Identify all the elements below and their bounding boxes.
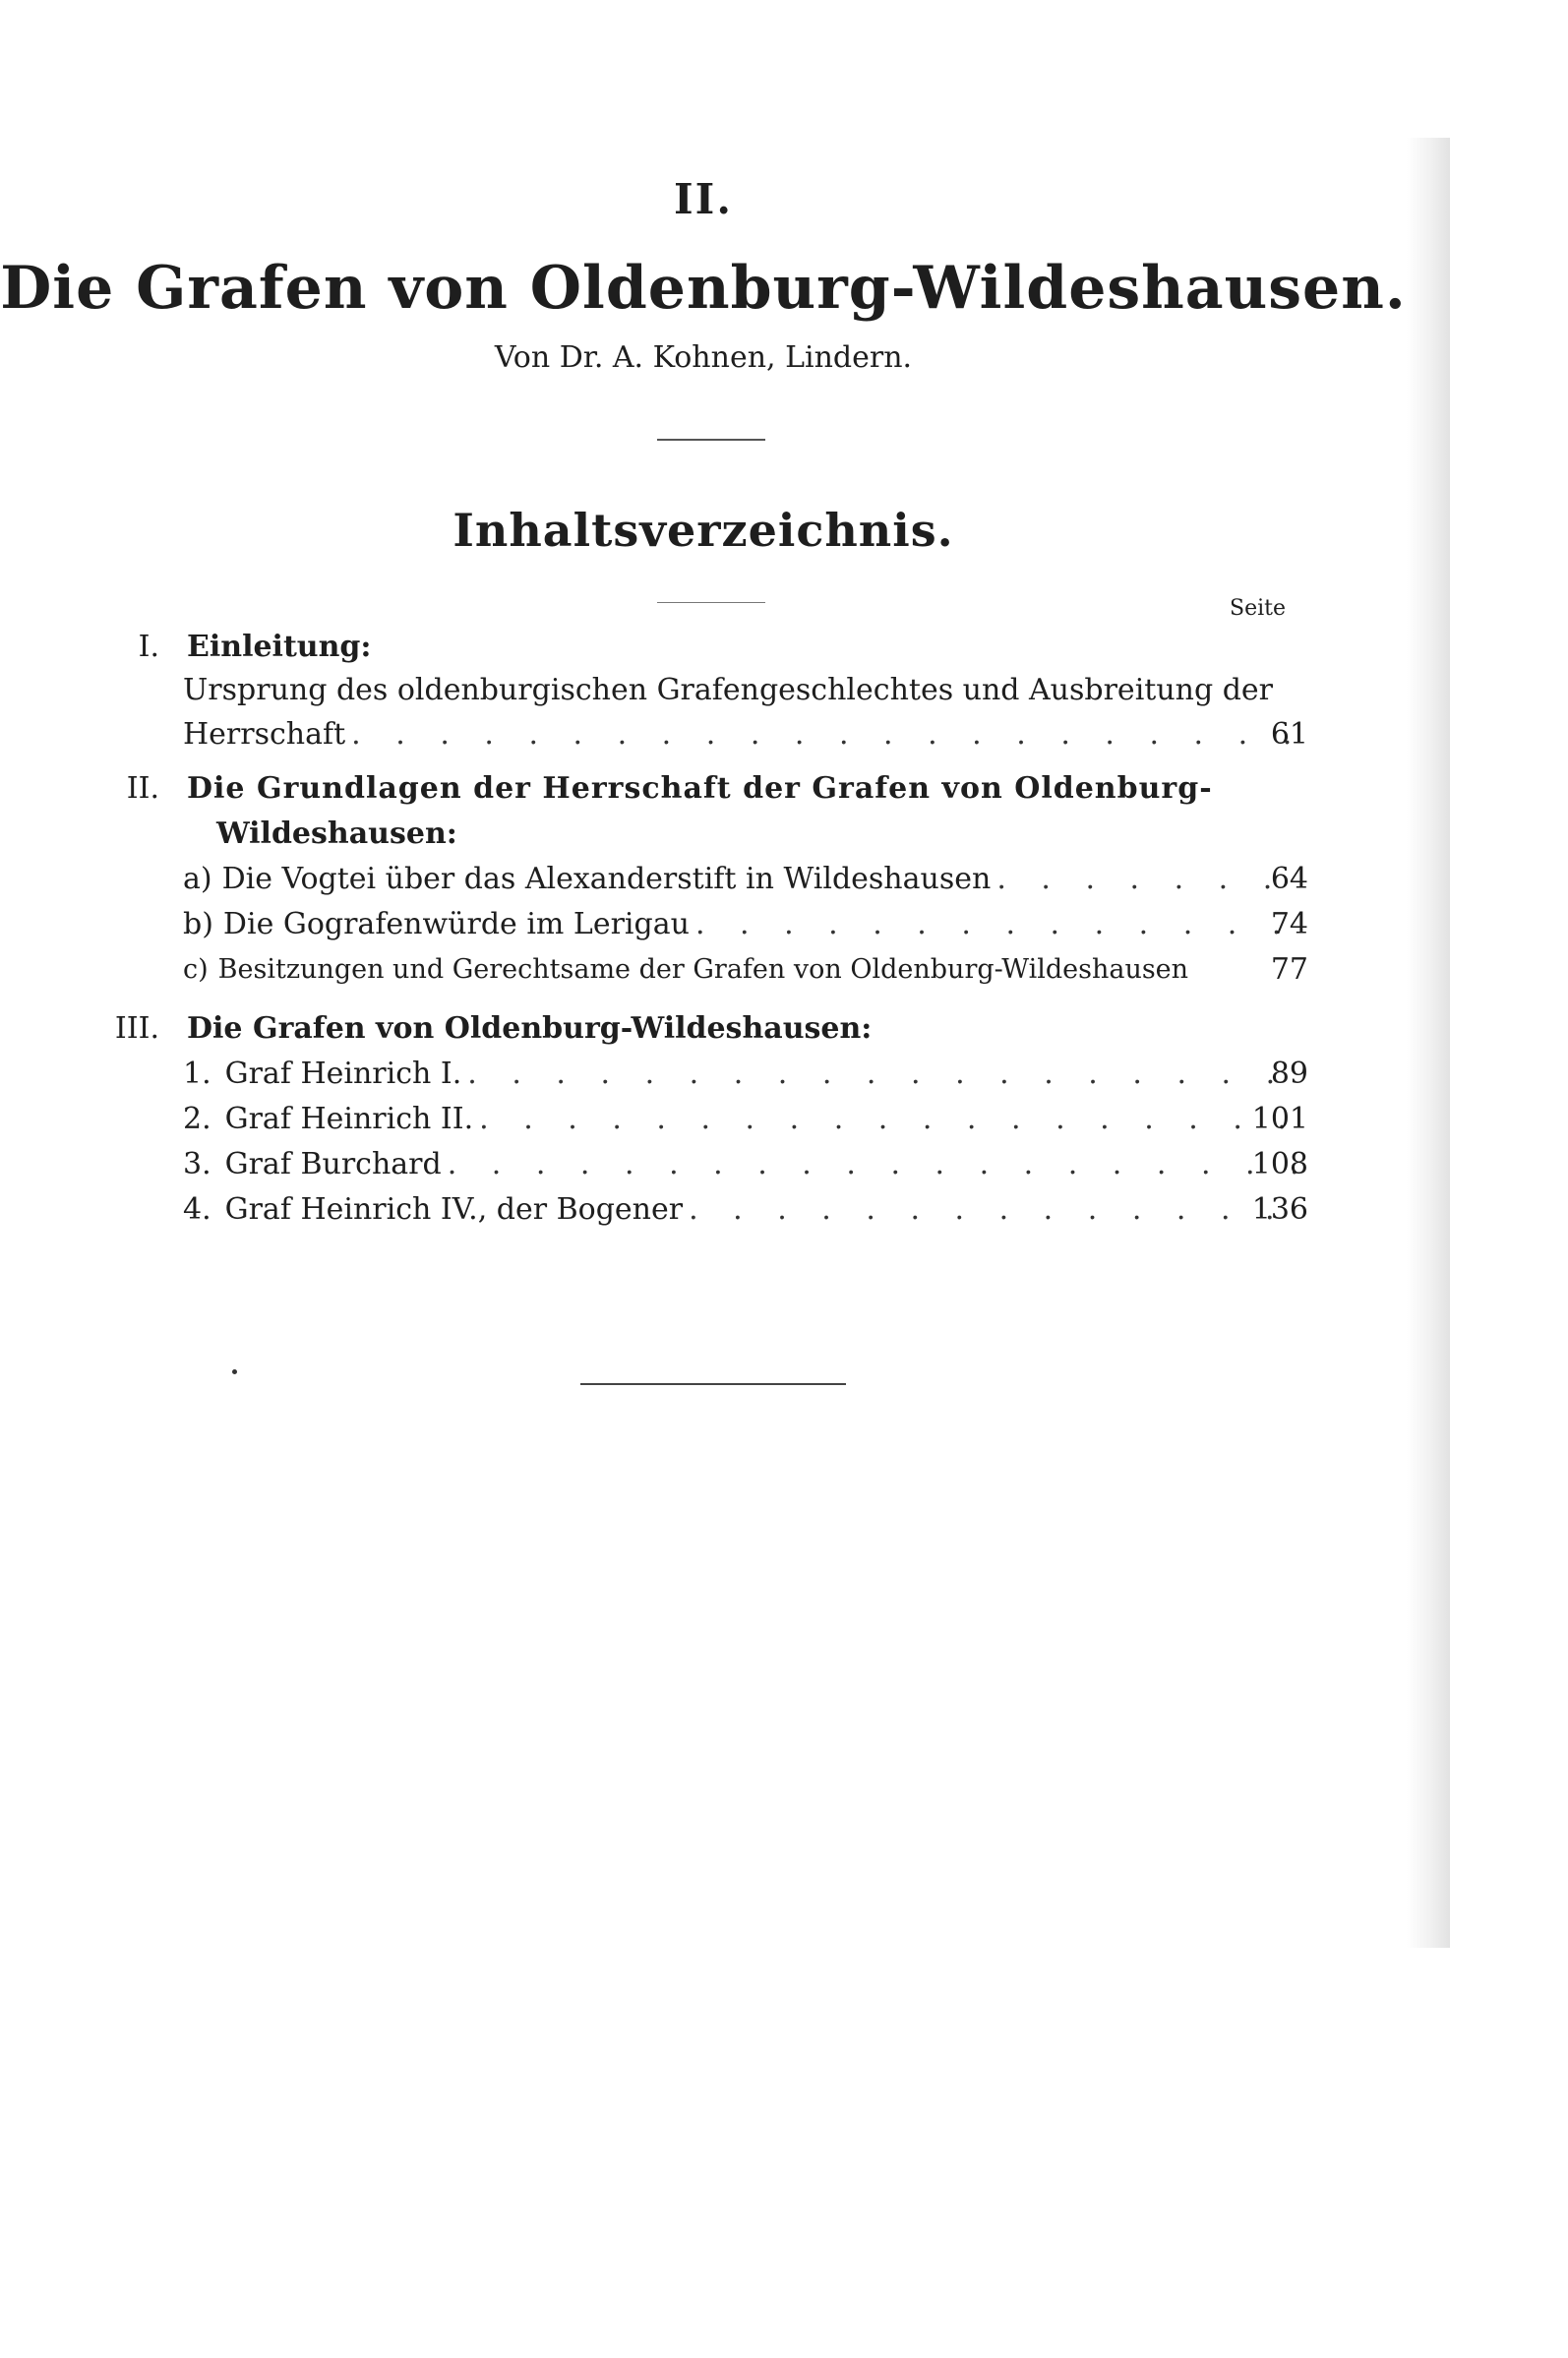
toc-page-number: 89 (1270, 1057, 1308, 1091)
section-numeral: II. (126, 771, 159, 806)
toc-page-number: 136 (1251, 1192, 1308, 1227)
section-heading: Einleitung: (187, 630, 372, 664)
toc-page-number: 77 (1270, 952, 1308, 987)
article-title: Die Grafen von Oldenburg-Wildeshausen. (0, 254, 1407, 323)
section-heading-line2: Wildeshausen: (216, 816, 457, 851)
toc-entry (183, 860, 1314, 899)
section-heading: Die Grundlagen der Herrschaft der Grafen von Oldenburg- (187, 771, 1213, 806)
toc-entry-text-line1: Ursprung des oldenburgischen Grafengeschlechtes und Ausbreitung der (183, 673, 1274, 707)
section-numeral: I. (138, 630, 159, 664)
toc-entry-text: Besitzungen und Gerechtsame der Grafen von Oldenburg-Wildeshausen (217, 954, 1189, 985)
section-heading: Die Grafen von Oldenburg-Wildeshausen: (187, 1011, 873, 1046)
toc-entry-text: Graf Burchard (224, 1147, 442, 1181)
leader-dots (467, 1055, 1308, 1094)
toc-entry (183, 950, 1226, 990)
toc-divider (657, 602, 765, 603)
toc-entry-label: 3. (183, 1147, 211, 1181)
toc-entry-text: Herrschaft (183, 717, 346, 752)
leader-dots (351, 715, 1308, 755)
toc-page-number: 101 (1251, 1102, 1308, 1136)
toc-entry-text: Die Vogtei über das Alexanderstift in Wildeshausen (221, 862, 992, 896)
toc-page-number: 108 (1251, 1147, 1308, 1181)
leader-dots (479, 1100, 1308, 1139)
toc-entry-label: a) (183, 862, 212, 896)
page-column-label: Seite (1230, 596, 1286, 621)
toc-entry-text: Graf Heinrich I. (224, 1057, 462, 1091)
toc-entry (183, 905, 1314, 944)
toc-entry-text: Graf Heinrich II. (224, 1102, 474, 1136)
toc-entry-text: Graf Heinrich IV., der Bogener (224, 1192, 684, 1227)
toc-page-number: 74 (1270, 907, 1308, 941)
end-divider (580, 1383, 846, 1385)
section-numeral: III. (114, 1011, 159, 1046)
toc-entry-label: 1. (183, 1057, 211, 1091)
toc-entry-label: c) (183, 954, 209, 985)
toc-page-number: 64 (1270, 862, 1308, 896)
toc-entry-text: Die Gografenwürde im Lerigau (222, 907, 690, 941)
toc-entry-label: b) (183, 907, 213, 941)
toc-entry (183, 1190, 1314, 1230)
toc-page-number: 61 (1270, 717, 1308, 752)
toc-entry (183, 1100, 1314, 1139)
author-line: Von Dr. A. Kohnen, Lindern. (494, 340, 913, 375)
part-number: II. (674, 175, 733, 223)
title-divider (657, 439, 765, 441)
leader-dots (448, 1145, 1308, 1184)
toc-entry-label: 4. (183, 1192, 211, 1227)
toc-entry (183, 1055, 1314, 1094)
toc-heading: Inhaltsverzeichnis. (452, 504, 954, 557)
toc-entry-label: 2. (183, 1102, 211, 1136)
toc-entry (183, 1145, 1314, 1184)
ink-speck (232, 1369, 237, 1374)
toc-entry (183, 715, 1314, 755)
